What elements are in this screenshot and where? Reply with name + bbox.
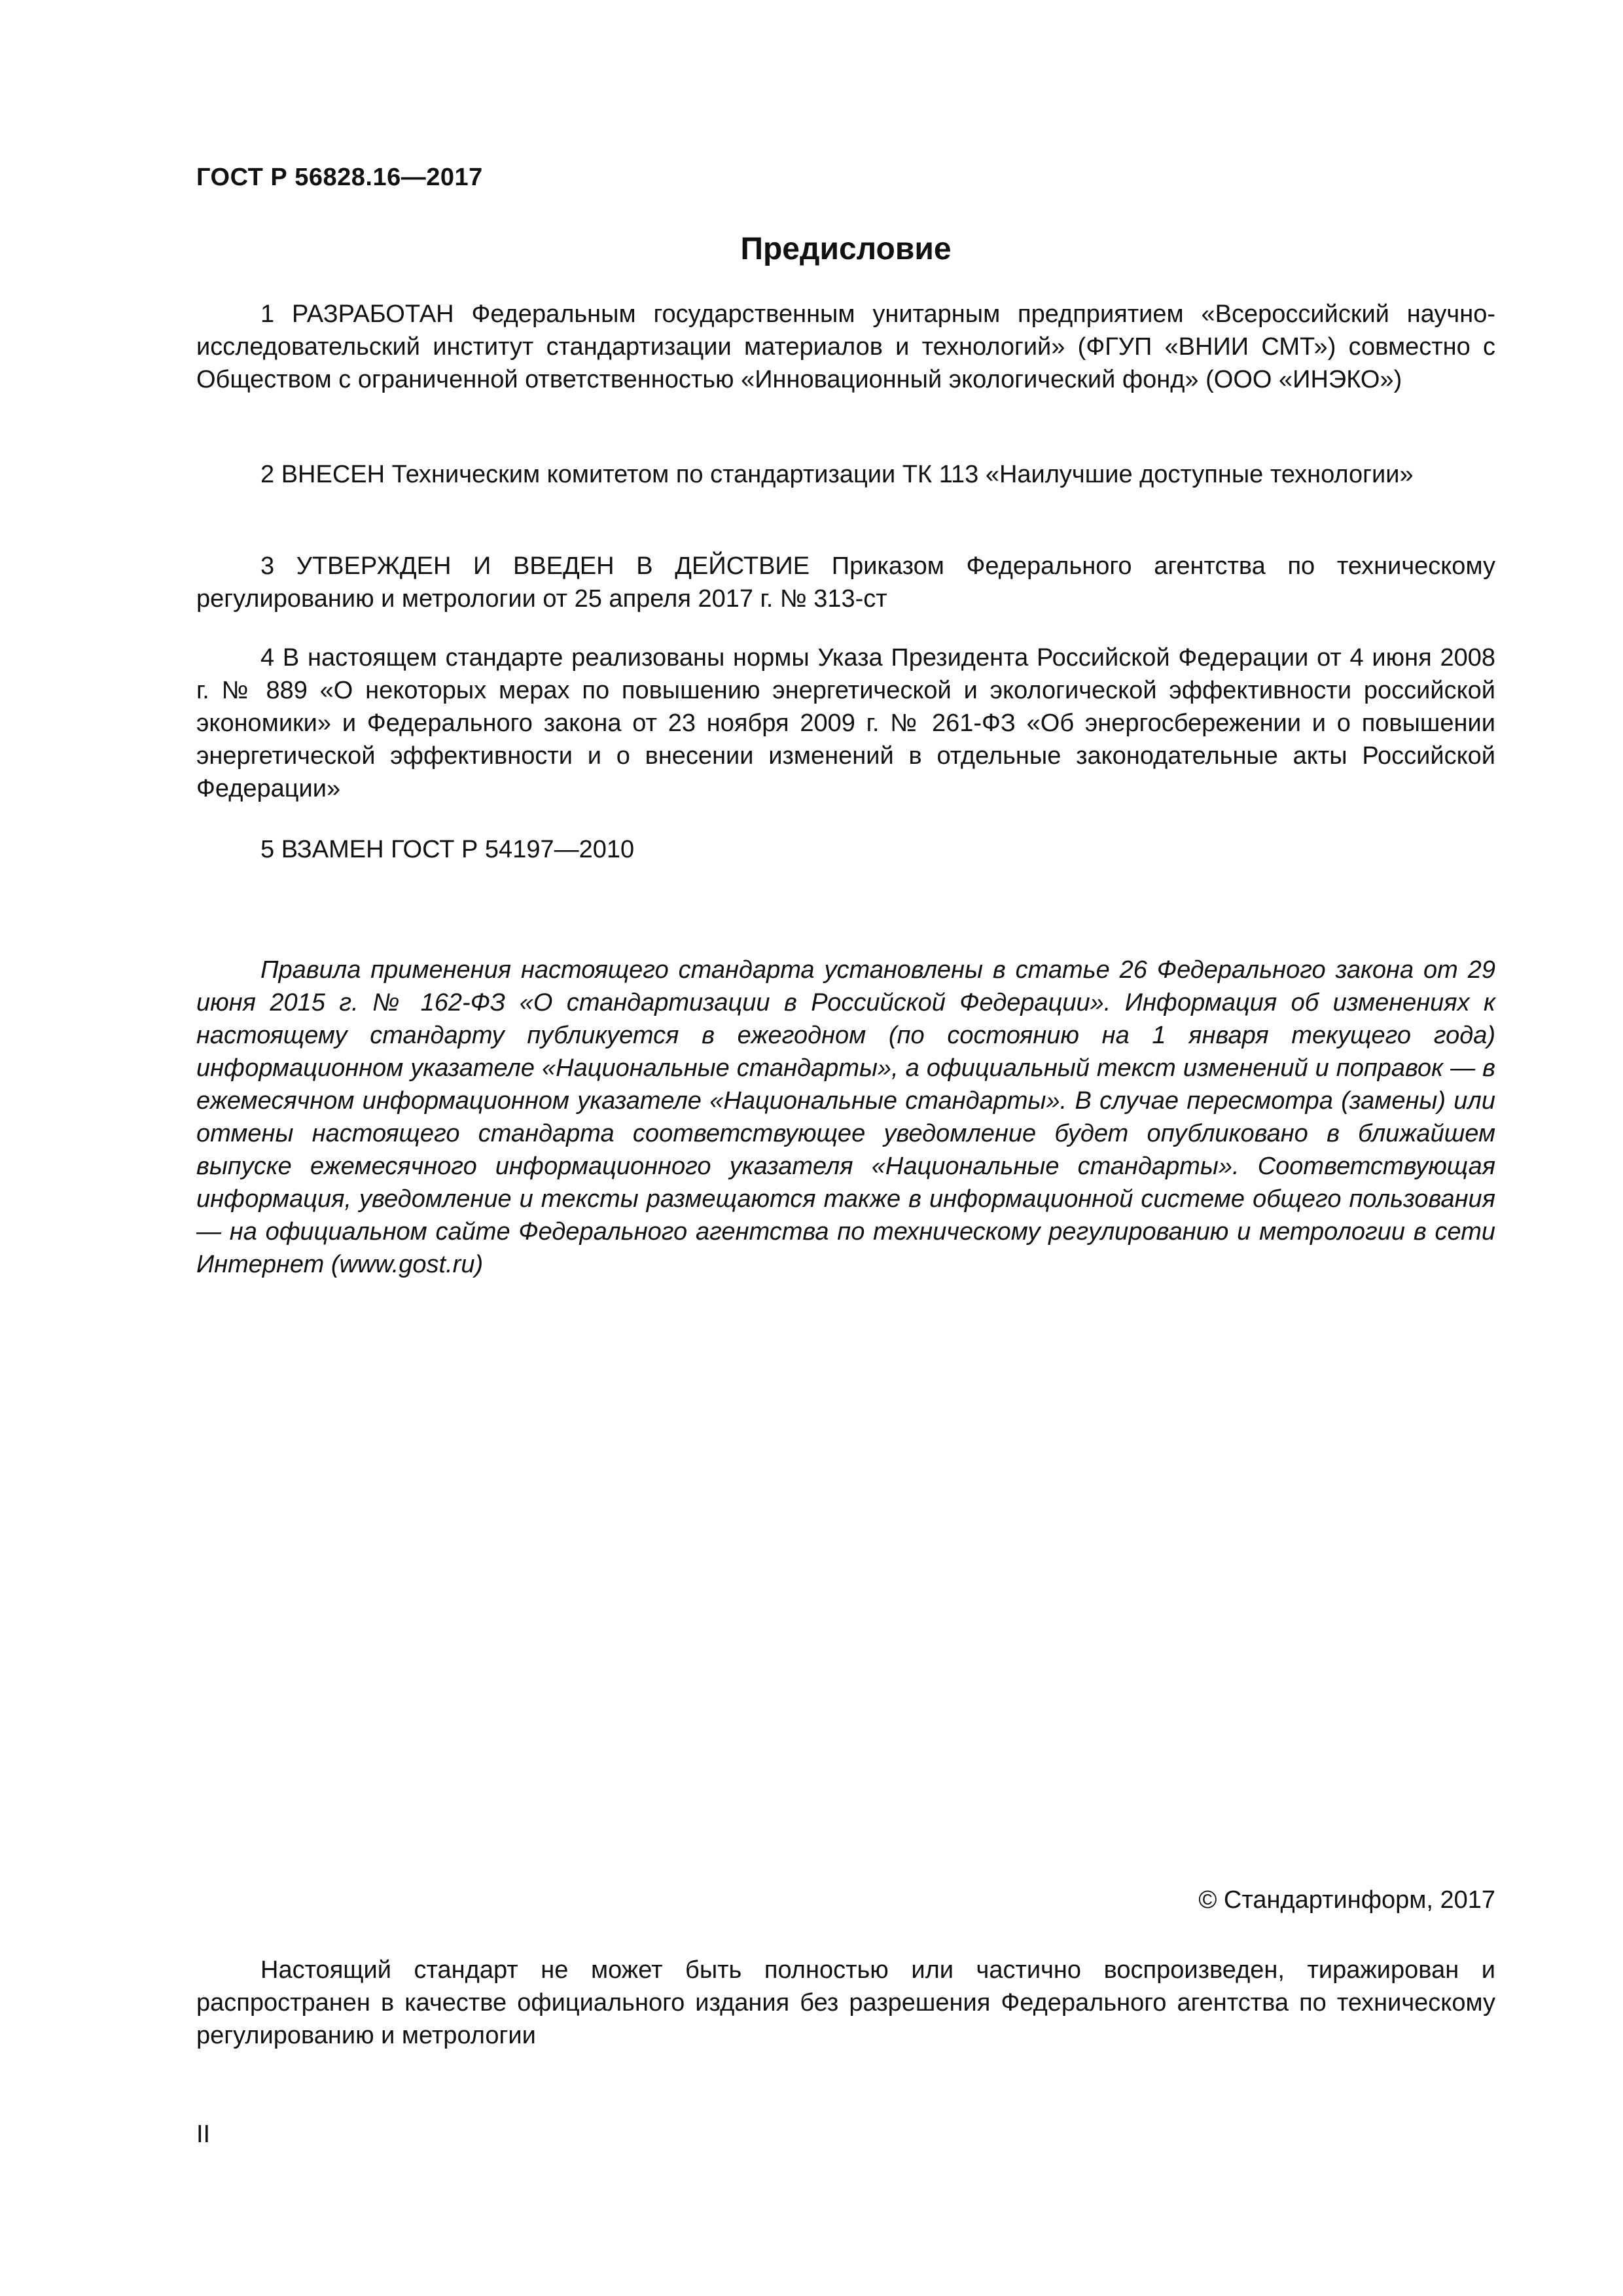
application-rules-notice: Правила применения настоящего стандарта установлены в статье 26 Федерального закона от 29 июня 2015 г. № 162-ФЗ «О стандартизации в Российской Федерации». Информация об изменениях к настоящему стандарту публикуется в ежегодном (по состоянию на 1 января текущего года) информационном указателе «Национальные стандарты», а официальный текст изменений и поправок — в ежемесячном информационном указателе «Национальные стандарты». В случае пересмотра (замены) или отмены настоящего стандарта соответствующее уведомление будет опубликовано в ближайшем выпуске ежемесячного информационного указателя «Национальные стандарты». Соответствующая информация, уведомление и тексты размещаются также в информационной системе общего пользования — на официальном сайте Федерального агентства по техническому регулированию и метрологии в сети Интернет (www.gost.ru) bbox=[196, 956, 1495, 1278]
foreword-item-3: 3 УТВЕРЖДЕН И ВВЕДЕН В ДЕЙСТВИЕ Приказом Федерального агентства по техническому регулированию и метрологии от 25 апреля 2017 г. № 313-ст bbox=[196, 552, 1495, 613]
foreword-item-5: 5 ВЗАМЕН ГОСТ Р 54197—2010 bbox=[260, 836, 635, 863]
document-code: ГОСТ Р 56828.16—2017 bbox=[196, 164, 483, 191]
foreword-item-1: 1 РАЗРАБОТАН Федеральным государственным унитарным предприятием «Всероссийский научно-исследовательский институт стандартизации материалов и технологий» (ФГУП «ВНИИ СМТ») совместно с Обществом с ограниченной ответственностью «Инновационный экологический фонд» (ООО «ИНЭКО») bbox=[196, 300, 1495, 393]
page-title: Предисловие bbox=[740, 232, 952, 266]
foreword-item-2: 2 ВНЕСЕН Техническим комитетом по стандартизации ТК 113 «Наилучшие доступные технологии» bbox=[260, 461, 1414, 488]
page-number: II bbox=[196, 2121, 211, 2148]
reproduction-notice: Настоящий стандарт не может быть полностью или частично воспроизведен, тиражирован и распространен в качестве официального издания без разрешения Федерального агентства по техническому регулированию и метрологии bbox=[196, 1956, 1495, 2049]
foreword-item-4: 4 В настоящем стандарте реализованы нормы Указа Президента Российской Федерации от 4 июня 2008 г. № 889 «О некоторых мерах по повышению энергетической и экологической эффективности российской экономики» и Федерального закона от 23 ноября 2009 г. № 261-ФЗ «Об энергосбережении и о повышении энергетической эффективности и о внесении изменений в отдельные законодательные акты Российской Федерации» bbox=[196, 644, 1495, 802]
copyright-line: © Стандартинформ, 2017 bbox=[1198, 1886, 1495, 1914]
